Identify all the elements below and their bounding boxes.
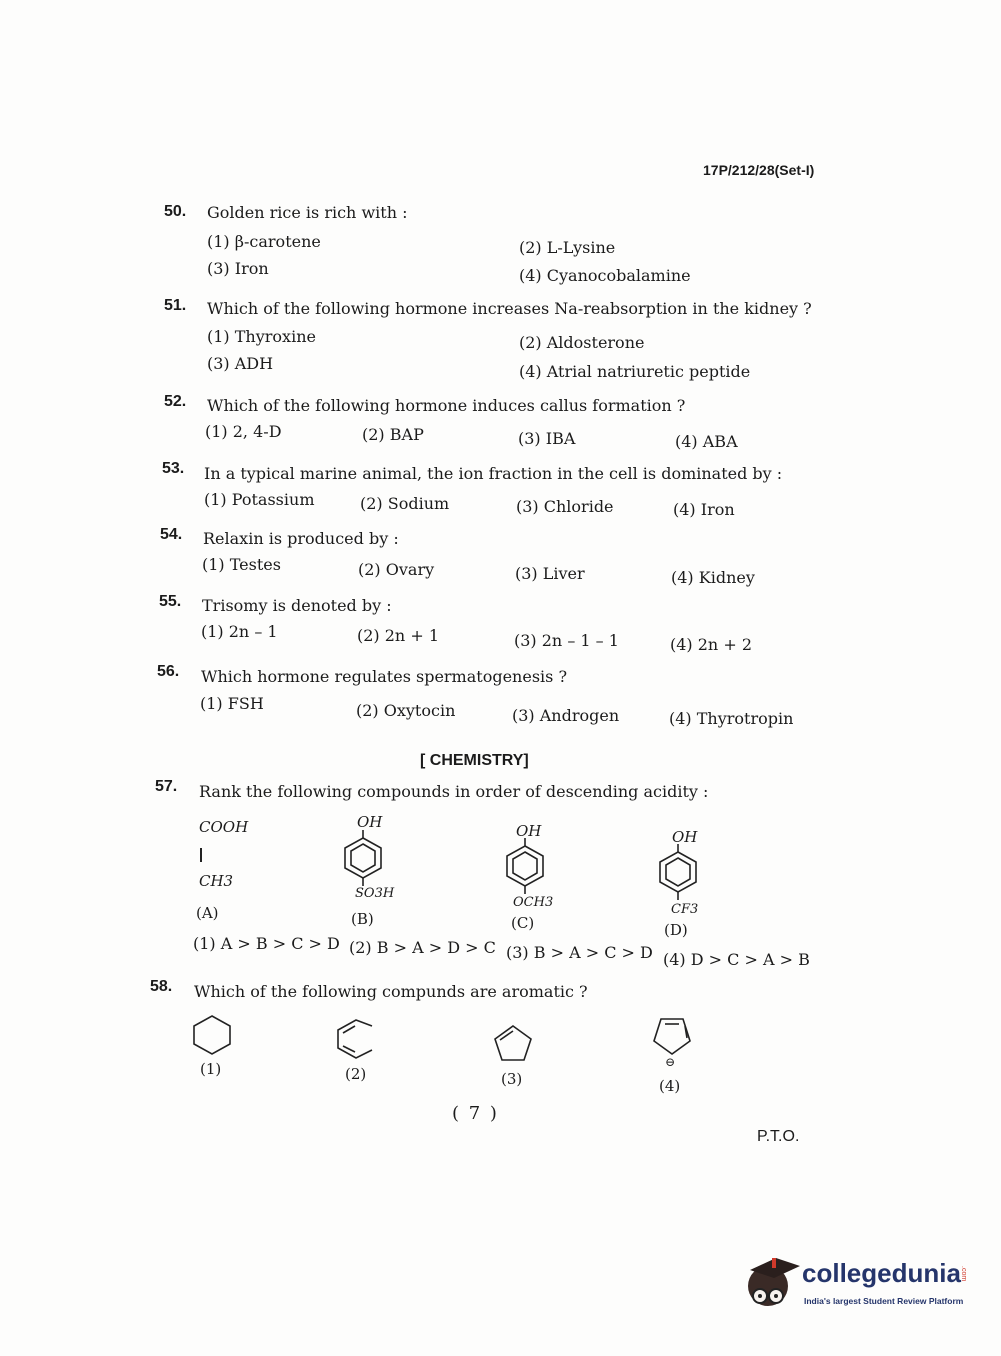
option: (1) Potassium	[204, 490, 315, 509]
logo-tagline: India's largest Student Review Platform	[804, 1296, 964, 1306]
option: (2) BAP	[362, 425, 424, 444]
question-text: Trisomy is denoted by :	[202, 596, 392, 615]
option: (1) β-carotene	[207, 232, 321, 251]
question-text: Which of the following hormone induces callus formation ?	[207, 396, 686, 415]
compound-c-label: (C)	[511, 914, 535, 932]
question-number: 50.	[164, 203, 187, 220]
compound-2-label: (2)	[345, 1065, 367, 1083]
option: (3) 2n – 1 – 1	[514, 631, 619, 650]
option: (3) Chloride	[516, 497, 614, 516]
compound-a-label: (A)	[196, 904, 219, 922]
option: (1) FSH	[200, 694, 264, 713]
cyclopentene-icon	[492, 1024, 534, 1064]
logo-com: .com	[960, 1266, 967, 1282]
question-number: 52.	[164, 393, 187, 410]
cyclohexane-icon	[190, 1014, 234, 1054]
benzene-ring-b-icon	[340, 830, 386, 888]
option: (3) Liver	[515, 564, 585, 583]
option: (2) L-Lysine	[519, 238, 616, 257]
option: (4) 2n + 2	[670, 635, 752, 654]
option: (2) Oxytocin	[356, 701, 456, 720]
cyclopentadienyl-anion-icon	[651, 1016, 693, 1056]
option: (1) Thyroxine	[207, 327, 316, 346]
collegedunia-logo	[742, 1252, 972, 1316]
option: (4) D > C > A > B	[663, 950, 810, 969]
question-number: 53.	[162, 460, 185, 477]
paper-code: 17P/212/28(Set-I)	[703, 162, 815, 178]
benzene-ring-d-icon	[655, 844, 701, 902]
compound-d-label: (D)	[664, 921, 688, 939]
option: (1) 2, 4-D	[205, 422, 282, 441]
question-number: 55.	[159, 593, 182, 610]
question-text: Which of the following hormone increases Na-reabsorption in the kidney ?	[207, 299, 812, 318]
option: (2) Ovary	[358, 560, 435, 579]
compound-3-label: (3)	[501, 1070, 523, 1088]
question-text: Golden rice is rich with :	[207, 203, 408, 222]
compound-d-top: OH	[672, 828, 698, 846]
page-number: ( 7 )	[452, 1103, 499, 1124]
question-text: Which hormone regulates spermatogenesis ?	[201, 667, 568, 686]
option: (1) A > B > C > D	[193, 934, 340, 953]
option: (2) B > A > D > C	[349, 938, 496, 957]
question-number: 56.	[157, 663, 180, 680]
option: (3) B > A > C > D	[506, 943, 653, 962]
question-text: Relaxin is produced by :	[203, 529, 399, 548]
compound-a-top: COOH	[199, 818, 249, 836]
option: (3) ADH	[207, 354, 274, 373]
question-text: Rank the following compounds in order of descending acidity :	[199, 782, 709, 801]
option: (4) Iron	[673, 500, 735, 519]
compound-b-top: OH	[357, 813, 383, 831]
option: (4) Atrial natriuretic peptide	[519, 362, 751, 381]
question-text: Which of the following compunds are aromatic ?	[194, 982, 588, 1001]
cyclohexadiene-icon	[334, 1018, 380, 1058]
option: (2) 2n + 1	[357, 626, 439, 645]
compound-d-bottom: CF3	[671, 902, 699, 917]
option: (4) Thyrotropin	[669, 709, 794, 728]
logo-name: collegedunia	[802, 1258, 961, 1288]
option: (3) Androgen	[512, 706, 620, 725]
option: (3) IBA	[518, 429, 576, 448]
option: (2) Aldosterone	[519, 333, 645, 352]
negative-charge-symbol: ⊖	[665, 1055, 676, 1069]
option: (3) Iron	[207, 259, 269, 278]
compound-b-label: (B)	[351, 910, 374, 928]
question-number: 57.	[155, 778, 178, 795]
option: (4) Cyanocobalamine	[519, 266, 691, 285]
compound-b-bottom: SO3H	[355, 886, 395, 901]
benzene-ring-c-icon	[502, 838, 548, 896]
option: (4) Kidney	[671, 568, 755, 587]
section-heading: [ CHEMISTRY]	[420, 752, 529, 769]
question-number: 58.	[150, 978, 173, 995]
compound-4-label: (4)	[659, 1077, 681, 1095]
mascot-icon	[742, 1252, 804, 1314]
option: (1) 2n – 1	[201, 622, 278, 641]
question-number: 54.	[160, 526, 183, 543]
option: (1) Testes	[202, 555, 281, 574]
compound-a-bottom: CH3	[199, 872, 234, 890]
compound-1-label: (1)	[200, 1060, 222, 1078]
option: (2) Sodium	[360, 494, 450, 513]
compound-c-bottom: OCH3	[513, 895, 554, 910]
question-text: In a typical marine animal, the ion fraction in the cell is dominated by :	[204, 464, 783, 483]
option: (4) ABA	[675, 432, 738, 451]
pto-label: P.T.O.	[757, 1128, 800, 1145]
bond-line	[200, 848, 202, 862]
question-number: 51.	[164, 297, 187, 314]
compound-c-top: OH	[516, 822, 542, 840]
